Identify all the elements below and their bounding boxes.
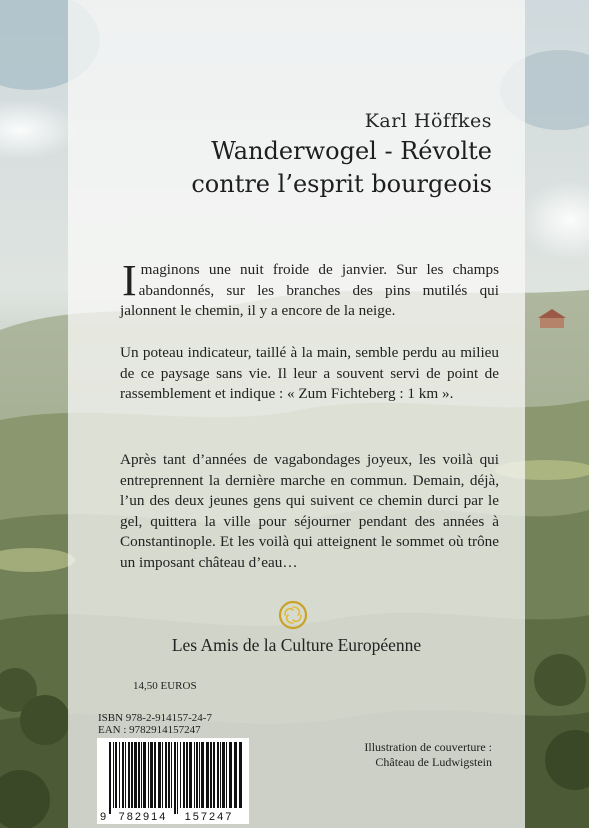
barcode-bar [165, 742, 167, 808]
barcode-bar [141, 742, 142, 808]
barcode-bar [171, 742, 172, 808]
publisher-logo-icon [276, 598, 310, 632]
barcode [97, 738, 249, 824]
barcode-bar [222, 742, 225, 808]
paragraph-1-text: maginons une nuit froide de janvier. Sur les champs abandonnés, sur les branches des pins mutilés qui jalonnent le chemin, il y a encore de la neige. [120, 261, 499, 320]
cover-credits [364, 740, 492, 770]
paragraph-1 [120, 256, 499, 322]
title-line-2: contre l’esprit bourgeois [191, 170, 492, 198]
barcode-bar [194, 742, 195, 808]
barcode-bar [138, 742, 140, 808]
author-name: Karl Höffkes [364, 110, 492, 132]
barcode-bar [213, 742, 215, 808]
barcode-first-digit: 9 [100, 811, 107, 823]
credits-line-1: Illustration de couverture : [364, 740, 492, 754]
barcode-bar [162, 742, 163, 808]
barcode-bar [113, 742, 114, 808]
ean: EAN : 9782914157247 [98, 724, 201, 736]
barcode-bar [189, 742, 192, 808]
barcode-bar [201, 742, 204, 808]
barcode-bar [217, 742, 219, 808]
barcode-bar [115, 742, 117, 808]
credits-line-2: Château de Ludwigstein [375, 755, 492, 769]
title-line-1: Wanderwogel - Révolte [211, 137, 492, 165]
barcode-bar [131, 742, 133, 808]
barcode-bar [134, 742, 137, 808]
barcode-left-digits: 782914 [118, 811, 168, 823]
barcode-bar [229, 742, 232, 808]
barcode-bar [226, 742, 227, 808]
barcode-bar [196, 742, 198, 808]
barcode-right-digits: 157247 [184, 811, 234, 823]
barcode-bar [109, 742, 111, 814]
barcode-bar [180, 742, 181, 808]
barcode-bar [154, 742, 156, 808]
barcode-bar [125, 742, 126, 808]
barcode-bar [158, 742, 161, 808]
barcode-bar [177, 742, 178, 814]
barcode-bars [97, 738, 249, 824]
book-title [92, 135, 492, 201]
paragraph-3: Après tant d’années de vagabondages joyeux, les voilà qui entreprennent la dernière marche en commun. Demain, déjà, l’un des deux jeunes gens qui suivent ce chemin durci par le gel, quittera la ville pour séjourner pendant des années à Constantinople. Et les voilà qui atteignent le sommet où trône un imposant château d’eau… [120, 451, 499, 571]
barcode-bar [150, 742, 153, 808]
barcode-bar [220, 742, 221, 808]
publisher-name: Les Amis de la Culture Européenne [171, 635, 422, 655]
barcode-bar [128, 742, 130, 808]
barcode-bar [168, 742, 170, 808]
barcode-bar [234, 742, 237, 808]
paragraph-2: Un poteau indicateur, taillé à la main, semble perdu au milieu de ce paysage sans vie. Il leur a souvent servi de point de rassemblement et indique : « Zum Fichteberg : 1 km ». [120, 344, 499, 403]
price: 14,50 EUROS [133, 680, 197, 692]
isbn: ISBN 978-2-914157-24-7 [98, 712, 212, 724]
barcode-bar [206, 742, 209, 808]
barcode-bar [210, 742, 212, 808]
barcode-bar [148, 742, 149, 808]
barcode-bar [183, 742, 185, 808]
barcode-bar [143, 742, 146, 808]
barcode-bar [119, 742, 120, 808]
drop-cap: I [122, 256, 137, 305]
barcode-bar [239, 742, 242, 808]
barcode-bar [174, 742, 176, 814]
barcode-bar [186, 742, 188, 808]
barcode-bar [122, 742, 124, 808]
barcode-bar [199, 742, 200, 808]
